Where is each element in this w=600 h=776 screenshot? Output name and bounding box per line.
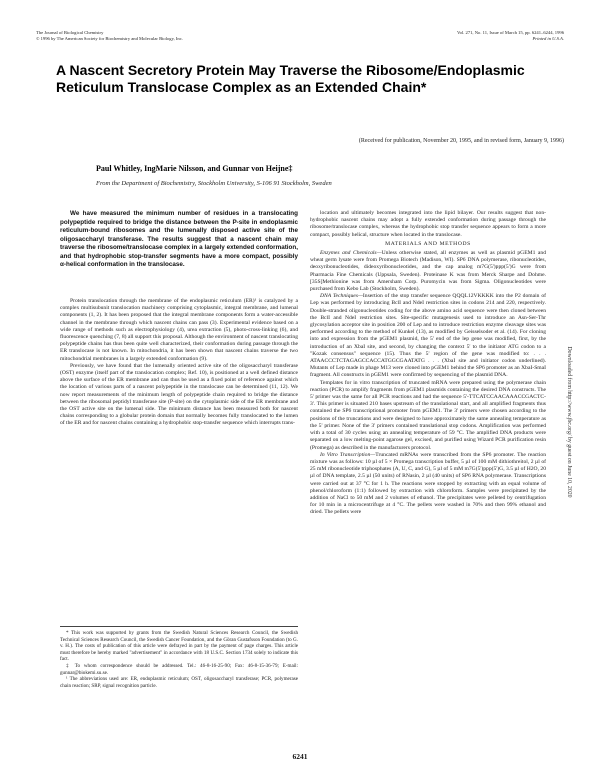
received-dates: (Received for publication, November 20, 1995, and in revised form, January 9, 1996): [358, 138, 564, 144]
running-header-right: [457, 30, 564, 42]
running-header-left: [36, 30, 183, 42]
section-heading-methods: MATERIALS AND METHODS: [385, 240, 471, 247]
copyright-line: © 1996 by The American Society for Biochemistry and Molecular Biology, Inc.: [36, 36, 183, 41]
run-in-heading: In Vitro Transcription—: [320, 451, 376, 458]
paragraph-text: Unless otherwise stated, all enzymes as well as plasmid pGEM1 and wheat germ lysate were from Promega Biotech (Madison, WI). SP6 DNA polymerase, ribonucleotides, deoxyribonucleotides, dideoxyribonucleotides, and the cap analog m7G(5')ppp(5')G were from Pharmacia Fine Chemicals (Uppsala, Sweden). Proteinase K was from Merck Sharpe and Dohme. [35S]Methionine was from Amersham Corp. Puromycin was from Sigma. Oligonucleotides were purchased from Kebo Lab (Stockholm, Sweden).: [310, 250, 546, 293]
run-in-heading: DNA Techniques—: [320, 293, 363, 300]
paragraph-text: Truncated mRNAs were transcribed from the SP6 promoter. The reaction mixture was as follows: 10 µl of 5 × Promega transcription buffer, 5 µl of 100 mM dithiothreitol, 2 µl of 25 mM ribonucleotide triphosphates (A, U, C, and G), 5 µl of 5 mM m7G(5')ppp(5')G, 3.5 µl of H2O, 20 µl of DNA template, 2.5 µl (50 units) of RNasin, 2 µl (40 units) of SP6 RNA polymerase. Transcriptions were carried out at 37 °C for 1 h. The reactions were stopped by extracting with an equal volume of phenol/chloroform (1:1) followed by extraction with chloroform. Samples were precipitated by the addition of NaCl to 50 mM and 2 volumes of ethanol. The precipitates were pelleted by centrifugation for 10 min in a microcentrifuge at 4 °C. The pellets were washed in 70% and then 99% ethanol and dried. The pellets were: [310, 451, 546, 516]
right-column-body: [310, 210, 546, 517]
volume-info: Vol. 271, No. 11, Issue of March 15, pp. 6241–6244, 1996: [456, 30, 564, 35]
author-list: Paul Whitley, IngMarie Nilsson, and Gunnar von Heijne‡: [96, 164, 293, 173]
journal-name: The Journal of Biological Chemistry: [36, 30, 104, 35]
left-column-body: [60, 298, 298, 428]
footnote-correspondence: ‡ To whom correspondence should be addressed. Tel.: 46-8-16-25-90; Fax: 46-8-15-36-79; E-mail: gunnar@biokemi.su.se.: [60, 662, 298, 676]
methods-enzymes: [310, 250, 546, 293]
body-paragraph: Protein translocation through the membrane of the endoplasmic reticulum (ER)¹ is catalyzed by a complex multisubunit translocation machinery comprising cytoplasmic, integral membrane, and lumenal components (1, 2). It has been proposed that the integral membrane components form a water-accessible channel in the membrane through which nascent chains can pass (3). Experimental evidence based on a wide range of methods such as electrophysiology (4), urea extraction (5), photo-cross-linking (6), and fluorescence quenching (7, 8) all support this proposal. Although the environment of nascent translocating polypeptide chains has thus been quite well characterized, their conformation during passage through the ER translocase is not known. In mitochondria, it has been shown that nascent chains traverse the two mitochondrial membranes in a largely extended conformation (9).: [60, 298, 298, 362]
paragraph-text: Insertion of the stop transfer sequence QQQL12VKKKK into the P2 domain of Lep was performed by introducing BclI and NdeI restriction sites in codons 214 and 220, respectively. Double-stranded oligonucleotides coding for the above amino acid sequence were then cloned between the BclI and NdeI restriction sites. Site-specific mutagenesis used to introduce an Asn-Ser-Thr glycosylation acceptor site in position 200 of Lep and to introduce restriction enzyme cleavage sites was performed according to the method of Kunkel (13), as modified by Geisselsoder et al. (14). For cloning into and expression from the pGEM1 plasmid, the 5' end of the lep gene was modified, first, by the introduction of an XbaI site, and second, by changing the context 5' to the initiator ATG codon to a "Kozak consensus" sequence (15). Thus the 5' region of the gene was modified to: . . . ATAACCCTCTAGAGCCACCATGGCGAATATG . . . (XbaI site and initiator codon underlined). Mutants of Lep made in phage M13 were cloned into pGEM1 behind the SP6 promoter as an XbaI-SmaI fragment. All constructs in pGEM1 were confirmed by sequencing of the plasmid DNA.: [310, 293, 546, 379]
run-in-heading: Enzymes and Chemicals—: [320, 250, 382, 257]
footnote-funding: * This work was supported by grants from the Swedish Natural Sciences Research Council, the Swedish Technical Sciences Research Council, the Swedish Cancer Foundation, and the Göran Gustafsson Foundation (to G. v. H.). The costs of publication of this article were defrayed in part by the payment of page charges. This article must therefore be hereby marked "advertisement" in accordance with 18 U.S.C. Section 1734 solely to indicate this fact.: [60, 630, 298, 663]
methods-templates: Templates for in vitro transcription of truncated mRNA were prepared using the polymerase chain reaction (PCR) to amplify fragments from pGEM1 plasmids containing the desired DNA constructs. The 5' primer was the same for all PCR reactions and had the sequence 5'-TTCATCCAACAAACCGACTC-3'. This primer is situated 210 bases upstream of the translational start, and all amplified fragments thus contained the SP6 transcriptional promoter from pGEM1. The 3' primers were chosen according to the positions of the truncations and were designed to have approximately the same annealing temperature as the 5' primer. None of the 3' primers contained translational stop codons. Amplification was performed with a total of 30 cycles using an annealing temperature of 59 °C. The amplified DNA products were separated on a low melting-point agarose gel, excised, and purified using Wizard PCR purification resin (Promega) as described in the manufacturers protocol.: [310, 379, 546, 451]
affiliation: From the Department of Biochemistry, Stockholm University, S-106 91 Stockholm, Sweden: [96, 180, 332, 187]
download-watermark: [565, 262, 573, 582]
footnote-abbreviations: ¹ The abbreviations used are: ER, endoplasmic reticulum; OST, oligosaccharyl transferase; PCR, polymerase chain reaction; SRP, signal recognition particle.: [60, 676, 298, 689]
printed-note: Printed in U.S.A.: [532, 36, 564, 41]
download-note: Downloaded from http://www.jbc.org/ by guest on June 10, 2020: [566, 346, 572, 498]
methods-ivt: [310, 452, 546, 517]
footnotes: [60, 626, 298, 689]
article-title: A Nascent Secretory Protein May Traverse the Ribosome/Endoplasmic Reticulum Translocase Complex as an Extended Chain*: [56, 62, 525, 95]
body-paragraph: location and ultimately becomes integrated into the lipid bilayer. Our results suggest that non-hydrophobic nascent chains may adopt a fully extended conformation during passage through the ribosome/translocase complex, whereas the hydrophobic stop transfer sequence appears to form a more compact, possibly helical, structure when located in the translocase.: [310, 210, 546, 238]
methods-dna: [310, 293, 546, 379]
abstract: We have measured the minimum number of residues in a translocating polypeptide required to bridge the distance between the P-site in endoplasmic reticulum-bound ribosomes and the lumenally disposed active site of the oligosaccharyl transferase. The results suggest that a nascent chain may traverse the ribosome/translocase complex in a largely extended conformation, and that hydrophobic stop-transfer segments have a more compact, possibly α-helical conformation in the translocase.: [60, 210, 298, 268]
page-number: 6241: [292, 752, 308, 761]
body-paragraph: Previously, we have found that the lumenally oriented active site of the oligosaccharyl transferase (OST) enzyme (itself part of the translocation complex; Ref. 10), is positioned at a well defined distance above the surface of the ER membrane and can thus be used as a fixed point of reference against which the location of various parts of a nascent polypeptide in the translocase can be determined (11, 12). We now report measurements of the minimum length of polypeptide chain required to bridge the distance between the ribosomal peptidyl transferase site (P-site) on the cytoplasmic side of the ER membrane and the OST active site on the lumenal side. The minimum distance has been measured both for nascent chains corresponding to a globular protein domain that normally becomes fully translocated to the lumen of the ER and for nascent chains containing a hydrophobic stop-transfer sequence which interrupts trans-: [60, 362, 298, 427]
